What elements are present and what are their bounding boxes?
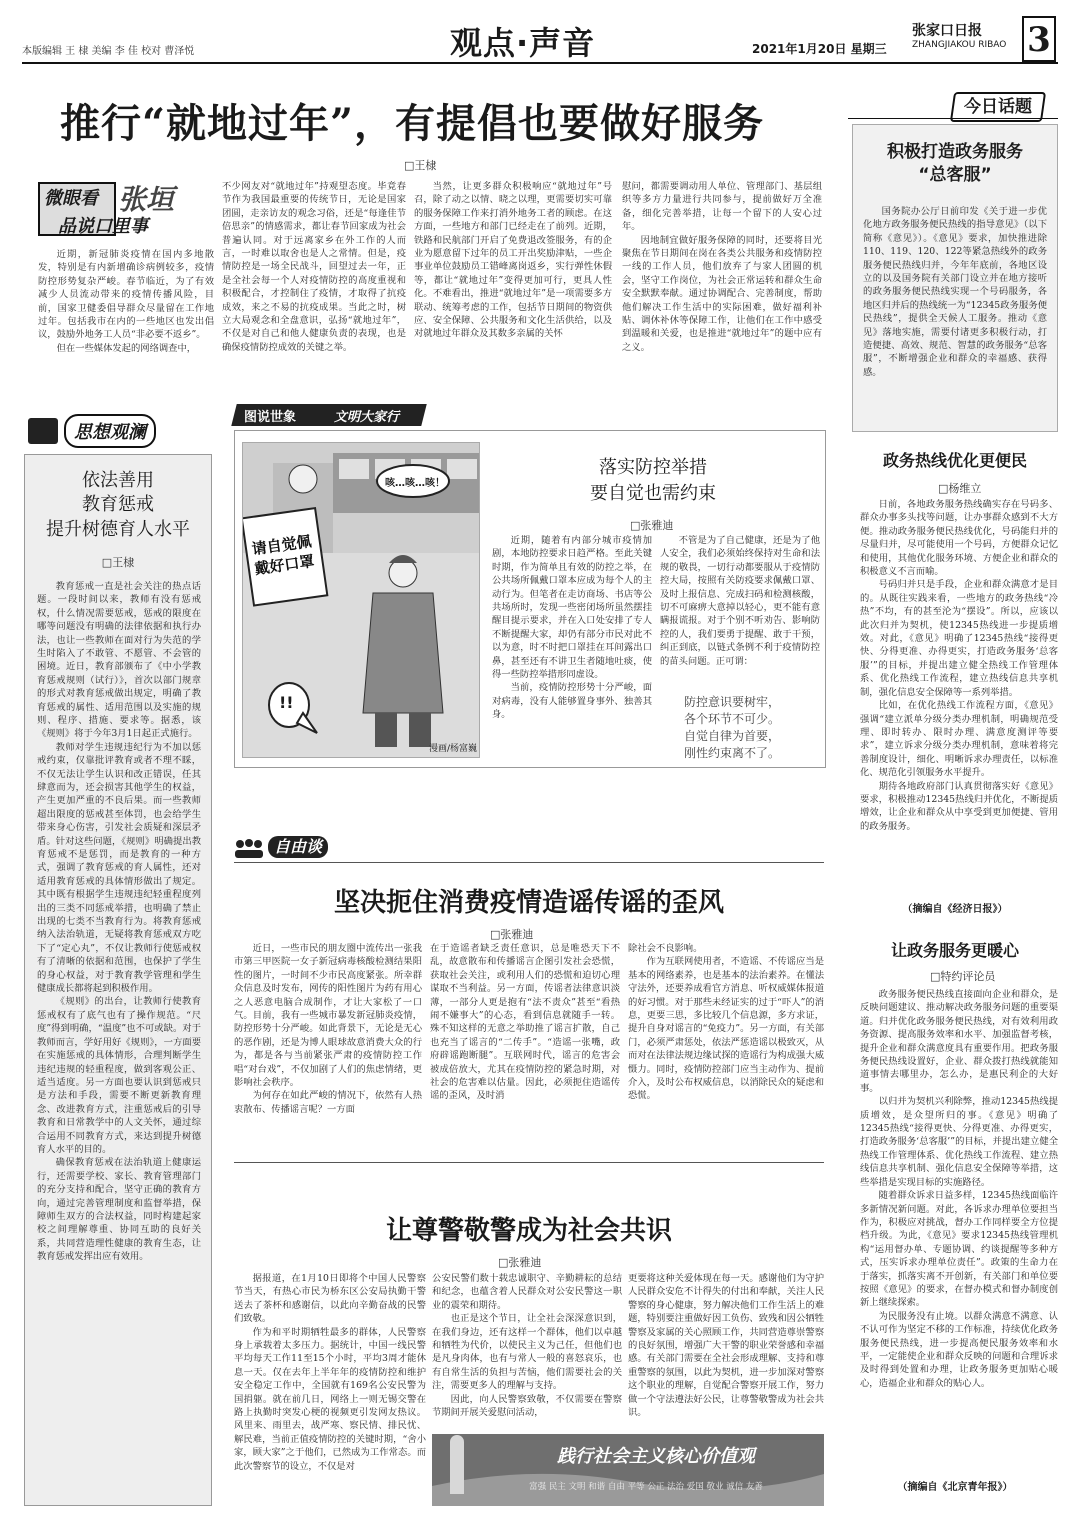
paragraph: 《规则》的出台，让教师行使教育惩戒权有了底气也有了操作规范。“尺度”得到明确，“温度”也不可或缺。对于教师而言，学好用好《规则》，一方面要在实施惩戒的具体情形，合理判断学生违纪违规的轻重程度，做到客观公正、适当适度。另一方面也要认识到惩戒只是方法和手段，需要不断更新教育理念、改进教育方式，注重惩戒后的引导教育和日常教学中的人文关怀，通过综合运用不同教育方式，来达到提升树德育人水平的目的。 xyxy=(37,996,201,1155)
cartoon-sign-line2: 戴好口罩 xyxy=(253,551,316,579)
paragraph: 作为互联网使用者，不造谣、不传谣应当是基本的网络素养，也是基本的法治素养。在懂法守法外，还要养成看官方消息、听权威媒体报道的好习惯。对于那些未经证实的过于“吓人”的消息，更要三思，多比较几个信息源，多方求证，提升自身对谣言的“免疫力”。另一方面，有关部门，必须严肃惩处，依法严惩造谣以极致灭，从而对在法律法规边缘试探的造谣行为构成强大威慑力。同时，疫情防控部门应当主动作为、提前介入，及时公布权威信息，以消除民众的疑虑和恐慌。 xyxy=(628,956,824,1102)
left-body: 教育惩戒一直是社会关注的热点话题。一段时间以来，教师有没有惩戒权，什么情况需要惩戒，惩戒的限度在哪等问题没有明确的法律依据和执行办法，也让一些教师在面对行为失范的学生时陷入了不敢管、不愿管、不会管的困境。近日，教育部颁布了《中小学教育惩戒规则（试行）》，首次以部门规章的形式对教育惩戒做出规定，明确了教育惩戒的属性、适用范围以及实施的规则、程序、措施、要求等。据悉，该《规则》将于今年3月1日起正式施行。 教师对学生违规违纪行为不加以惩戒约束，仅靠批评教育或者不理不睬，不仅无法让学生认识和改正错误，任其肆意而为，还会损害其他学生的权益，产生更加严重的不良后果。而一些教师超出限度的惩戒甚至体罚，也会给学生带来身心伤害，引发社会质疑和深层矛盾。针对这些问题，《规则》明确提出教育惩戒不是惩罚，而是教育的一种方式，强调了教育惩戒的育人属性，还对适用教育惩戒的具体情形做出了规定。其中既有根据学生违规违纪轻重程度列出的三类不同惩戒举措，也明确了禁止出现的七类不当教育行为。将教育惩戒纳入法治轨道，无疑将教育惩戒双方吃下了“定心丸”，不仅让教师行使惩戒权有了清晰的依据和范围，也保护了学生的身心权益，对于教育教学管理和学生健康成长都将起到积极作用。 《规则》的出台，让教师行使教育惩戒权有了底气也有了操作规范。“尺度”得到明确，“温度”也不可或缺。对于教师而言，学好用好《规则》，一方面要在实施惩戒的具体情形，合理判断学生违纪违规的轻重程度，做到客观公正、适当适度。另一方面也要认识到惩戒只是方法和手段，需要不断更新教育理念、改进教育方式，注重惩戒后的引导教育和日常教学中的人文关怀，通过综合运用不同教育方式，来达到提升树德育人水平的目的。 确保教育惩戒在法治轨道上健康运行，还需要学校、家长、教育管理部门的充分支持和配合，坚守正确的教育方向，通过完善管理制度和监督举措，保障师生双方的合法权益，同时构建起家校之间理解尊重、协同互助的良好关系，共同营造理性健康的教育生态，让教育惩戒发挥出应有效用。 xyxy=(37,580,201,1263)
today-topic-label: 今日话题 xyxy=(964,97,1032,117)
free-talk-tag: 自由谈 xyxy=(268,836,328,858)
verse-line-2: 各个环节不可少。 xyxy=(684,712,781,726)
police-rule xyxy=(234,1162,824,1163)
left-section-tag xyxy=(28,412,194,446)
core-values-banner xyxy=(432,1434,824,1506)
feature-byline: □张雅迪 xyxy=(630,519,674,532)
feature-verse xyxy=(684,694,780,762)
left-title-3: 提升树德育人水平 xyxy=(46,518,190,540)
lead-col1: 近期，新冠肺炎疫情在国内多地散发，特别是有内新增确诊病例较多，疫情防控形势复杂严峻。春节临近，为了有效减少人员流动带来的疫情传播风险，目前，国家卫健委倡导群众尽量留在工作地过年。包括我市在内的一些地区也发出倡议，鼓励外地务工人员“非必要不返乡”。 但在一些媒体发起的网络调查中， xyxy=(38,249,214,354)
feature-title-1: 落实防控举措 xyxy=(599,457,707,478)
paragraph: 当前，疫情防控形势十分严峻，面对病毒，没有人能够置身事外、独善其身。 xyxy=(492,682,652,721)
free-talk-rule xyxy=(234,862,824,863)
police-headline: 让尊警敬警成为社会共识 xyxy=(385,1216,672,1246)
police-col1: 据报道，在1月10日即将个中国人民警察节当天，有热心市民为桥东区公安局执勤干警送去了茶杯和感谢信，以此向辛勤奋战的民警们致敬。 作为和平时期牺牲最多的群体，人民警察身上承载着太多压力。据统计，中国一线民警平均每天工作11至15个小时，平均3周才能休息一天。仅在去年上半年年的疫情防控和维护安全稳定工作中，全国就有169名公安民警为国捐躯。就在前几日，网络上一则无锡交警在路上执勤时突发心梗的视频更引发网友热议。风里来、雨里去，战严寒、察民情、排民忧、解民难，当前正值疫情防控的关键时期，“舍小家，顾大家”之于他们，已然成为工作常态。而此次警察节的设立，不仅是对 xyxy=(234,1273,426,1472)
topic-a1-title-1: 积极打造政务服务 xyxy=(887,142,1023,162)
topic-a3-source: （摘编自《北京青年报》） xyxy=(897,1482,1013,1493)
free-talk-col3: 除社会不良影响。 作为互联网使用者，不造谣、不传谣应当是基本的网络素养，也是基本的法治素养。在懂法守法外，还要养成看官方消息、听权威媒体报道的好习惯。对于那些未经证实的过于“吓人”的消息，更要三思，多比较几个信息源，多方求证，提升自身对谣言的“免疫力”。另一方面，有关部门，必须严肃惩处，依法严惩造谣以极致灭，从而对在法律法规边缘试探的造谣行为构成强大威慑力。同时，疫情防控部门应当主动作为、提前介入，及时公布权威信息，以消除民众的疑虑和恐慌。 xyxy=(628,943,824,1102)
paper-name: 张家口日报 xyxy=(912,23,982,39)
feature-col1: 近期，随着有内部分城市疫情加剧，本地防控要求日趋严格。至此关键时期，作为简单且有效的防控之举，在公共场所佩戴口罩本应成为每个人的主动行为。但笔者在走访商场、书店等公共场所时，发现一些密闭场所虽然摆挂醒目提示要求，并在入口处安排了专人不断提醒大家，却仍有部分市民对此不以为意，时不时把口罩挂在耳间露出口鼻，甚至还有不讲卫生者随地吐痰，使得一些防控举措形同虚设。 当前，疫情防控形势十分严峻，面对病毒，没有人能够置身事外、独善其身。 xyxy=(492,535,652,721)
issue-date: 2021年1月20日 星期三 xyxy=(752,42,887,56)
cartoon-bubble: 咳…咳…咳！ xyxy=(385,478,445,489)
page-number: 3 xyxy=(1022,16,1056,62)
paragraph: 也正是这个节日，让全社会深深意识到，在我们身边，还有这样一个群体，他们以卓越和牺牲为代价，以使民主义为己任，但他们也是凡身肉体，也有与常人一般的喜怒哀乐，也有自常生活的负担与苦恼，他们需要社会的关注，需要更多人的理解与支持。 xyxy=(432,1313,622,1392)
paragraph: 为何存在如此严峻的情况下，依然有人热衷散布、传播谣言呢？一方面 xyxy=(234,1090,422,1115)
verse-line-1: 防控意识要树牢， xyxy=(684,695,781,709)
column-logo xyxy=(38,178,196,242)
editors-line: 本版编辑 王 棣 美编 李 佳 校对 曹泽悦 xyxy=(22,46,195,57)
paragraph: 确保教育惩戒在法治轨道上健康运行，还需要学校、家长、教育管理部门的充分支持和配合，坚守正确的教育方向，通过完善管理制度和监督举措，保障师生双方的合法权益，同时构建起家校之间理解尊重、协同互助的良好关系，共同营造理性健康的教育生态，让教育惩戒发挥出应有效用。 xyxy=(37,1157,201,1263)
paragraph: 因此，向人民警察致敬，不仅需要在警察节期间开展关爱慰问活动， xyxy=(432,1393,622,1419)
free-talk-col2: 在于造谣者缺乏责任意识，总是唯恐天下不乱，故意散布和传播谣言企图引发社会恐慌，获取社会关注，或利用人们的恐慌和迫切心理谋取不当利益。另一方面，传谣者法律意识淡薄，一部分人更是抱有“法不责众”甚至“看热闹不嫌事大”的心态，看到信息就随手一转。殊不知这样的无意之举助推了谣言扩散，自己也充当了谣言的“二传手”。“造谣一张嘴，政府辟谣跑断腿”。互联网时代，谣言的危害会被成倍放大，尤其在疫情防控的紧急时期，对社会的危害难以估量。因此，必须扼住造谣传谣的歪风，及时消 xyxy=(430,943,620,1102)
topic-a3-byline: □特约评论员 xyxy=(930,970,996,983)
paragraph: 比如，在优化热线工作流程方面，《意见》强调“建立派单分级分类办理机制，明确规范受理、即时转办、限时办理、满意度测评等要求”，建立诉求分级分类办理机制，意味着将完善制度设计，细化、明晰诉求办理责任，以标准化、规范化引领服务水平提升。 xyxy=(860,700,1058,779)
topic-a2-byline: □杨维立 xyxy=(938,482,982,495)
paragraph: 期待各地政府部门认真贯彻落实好《意见》要求，积极推动12345热线归并优化，不断提质增效，让企业和群众从中享受到更加便捷、管用的政务服务。 xyxy=(860,780,1058,832)
feature-tag-left: 图说世象 xyxy=(244,410,297,425)
paragraph: 号码归并只是手段，企业和群众满意才是目的。从既往实践来看，一些地方的政务热线“冷热”不均，有的甚至沦为“摆设”。所以，应该以此次归并为契机，使12345热线进一步提质增效。对此，《意见》明确了12345热线“接得更快、分得更准、办得更实，打造政务服务‘总客服’”的目标，并提出建立健全热线工作管理体系、优化热线工作流程，建立热线信息共享机制，强化信息安全保障等一系列举措。 xyxy=(860,579,1058,698)
column-logo-line2: 品说口里事 xyxy=(58,216,148,237)
cartoon-exclaim: !! xyxy=(279,693,294,712)
lead-col2: 不少网友对“就地过年”持观望态度。毕竟春节作为我国最重要的传统节日，无论是国家团圆，走亲访友的观念习俗，还是“每逢佳节倍思亲”的情感需求，都让春节回家成为社会普遍认同。对于远离家乡在外工作的人而言，一时难以取舍也是人之常情。但是，疫情防控是一场全民战斗，回望过去一年，正是全社会每一个人对疫情防控的高度重视和积极配合，才控制住了疫情，才取得了抗疫成效，来之不易的抗疫成果。当此之时，树立大局观念和全盘意识，弘扬“就地过年”，不仅是对自己和他人健康负责的表现，也是确保疫情防控成效的关键之举。 xyxy=(222,181,406,353)
column-logo-name: 张垣 xyxy=(118,183,175,216)
banner-title: 践行社会主义核心价值观 xyxy=(557,1446,755,1467)
feature-col2: 不管是为了自己健康，还是为了他人安全，我们必须始终保持对生命和法规的敬畏，一切行动都要服从于疫情防控大局，按照有关防疫要求佩戴口罩、及时上报信息、完成扫码和检测核酸，切不可麻痹大意掉以轻心，更不能有意瞒报谎报。对于个别不听劝告、影响防控的人，我们要勇于提醒、敢于干预，纠正到底，以链式条例不利于疫情防控的苗头问题。正可谓： xyxy=(660,535,820,667)
lead-col4: 慰问，都需要调动用人单位、管理部门、基层组织等多方力量进行共同参与，提前做好万全准备，细化完善举措，让每一个留下的人安心过年。 因地制宜做好服务保障的同时，还要将目光聚焦在节日期间在岗在各类公共服务和疫情防控一线的工作人员，他们放弃了与家人团圆的机会，坚守工作岗位，为社会正常运转和群众生命安全默默奉献。通过协调配合、完善制度，帮助他们解决工作生活中的实际困难，做好福利补贴、调休补休等保障工作，让他们在工作中感受到温暖和关爱，也是推进“就地过年”的题中应有之义。 xyxy=(622,181,822,353)
topic-a3-title: 让政务服务更暖心 xyxy=(890,941,1019,960)
paper-pinyin: ZHANGJIAKOU RIBAO xyxy=(912,40,1007,50)
topic-a2-title: 政务热线优化更便民 xyxy=(882,451,1027,470)
paragraph: 但在一些媒体发起的网络调查中， xyxy=(56,342,197,354)
cartoon-image xyxy=(242,442,480,758)
topic-a1-box xyxy=(852,124,1058,432)
banner-subtitle: 富强 民主 文明 和谐 自由 平等 公正 法治 爱国 敬业 诚信 友善 xyxy=(529,1482,763,1492)
topic-a1-title-2: “总客服” xyxy=(918,164,992,185)
column-logo-line1: 微眼看 xyxy=(44,188,98,209)
verse-line-3: 自觉自律为首要， xyxy=(684,729,781,743)
topic-a3-body: 政务服务便民热线直接面向企业和群众，是反映问题建议、推动解决政务服务问题的重要渠道。归并优化政务服务便民热线，对有效利用政务资源、提高服务效率和水平、加强监督考核，提升企业和群众满意度具有重要作用。把政务服务便民热线设置好，企业、群众拨打热线就能知道事情去哪里办，怎么办，是惠民利企的大好事。 以归并为契机兴利除弊，推动12345热线提质增效，是众望所归的事。《意见》明确了12345热线“接得更快、分得更准、办得更实，打造政务服务‘总客服’”的目标，并提出建立健全热线工作管理体系、优化热线工作流程、建立热线信息共享机制、强化信息安全保障等举措，这些举措是实现目标的实施路径。 随着群众诉求日益多样，12345热线面临许多新情况新问题。对此，各诉求办理单位要担当作为，积极应对挑战，督办工作同样要全方位提档升级。为此，《意见》要求12345热线管理机构“运用督办单、专题协调、约谈提醒等多种方式，压实诉求办理单位责任”。政策的生命力在于落实，抓落实离不开创新，有关部门和单位要按照《意见》的要求，在督办模式和督办制度创新上继续探索。 为民服务没有止境。以群众满意不满意、认不认可作为坚定不移的工作标准，持续优化政务服务便民热线，进一步提高便民服务效率和水平，一定能使企业和群众反映的问题和合理诉求及时得到处置和办理，让政务服务更加贴心暖心，造福企业和群众的贴心人。 xyxy=(860,989,1058,1389)
paragraph: 作为和平时期牺牲最多的群体，人民警察身上承载着太多压力。据统计，中国一线民警平均每天工作11至15个小时，平均3周才能休息一天。仅在去年上半年年的疫情防控和维护安全稳定工作中，全国就有169名公安民警为国捐躯。就在前几日，网络上一则无锡交警在路上执勤时突发心梗的视频更引发网友热议。风里来、雨里去，战严寒、察民情、排民忧、解民难，当前正值疫情防控的关键时期，“舍小家，顾大家”之于他们，已然成为工作常态。而此次警察节的设立，不仅是对 xyxy=(234,1326,426,1472)
police-byline: □张雅迪 xyxy=(498,1256,542,1269)
paragraph: 教师对学生违规违纪行为不加以惩戒约束，仅靠批评教育或者不理不睬，不仅无法让学生认识和改正错误，任其肆意而为，还会损害其他学生的权益，产生更加严重的不良后果。而一些教师超出限度的惩戒甚至体罚，也会给学生带来身心伤害，引发社会质疑和深层矛盾。针对这些问题，《规则》明确提出教育惩戒不是惩罚，而是教育的一种方式，强调了教育惩戒的育人属性，还对适用教育惩戒的具体情形做出了规定。其中既有根据学生违规违纪轻重程度列出的三类不同惩戒举措，也明确了禁止出现的七类不当教育行为。将教育惩戒纳入法治轨道，无疑将教育惩戒双方吃下了“定心丸”，不仅让教师行使惩戒权有了清晰的依据和范围，也保护了学生的身心权益，对于教育教学管理和学生健康成长都将起到积极作用。 xyxy=(37,741,201,995)
lead-headline: 推行“就地过年”，有提倡也要做好服务 xyxy=(60,100,765,147)
paragraph: 因地制宜做好服务保障的同时，还要将目光聚焦在节日期间在岗在各类公共服务和疫情防控一线的工作人员，他们放弃了与家人团圆的机会，坚守工作岗位，为社会正常运转和群众生命安全默默奉献。通过协调配合、完善制度，帮助他们解决工作生活中的实际困难，做好福利补贴、调休补休等保障工作，让他们在工作中感受到温暖和关爱，也是推进“就地过年”的题中应有之义。 xyxy=(622,234,822,353)
feature-title-2: 要自觉也需约束 xyxy=(590,483,716,504)
verse-line-4: 刚性约束离不了。 xyxy=(684,746,781,760)
section-title: 观点·声音 xyxy=(450,24,596,62)
cartoon-credit: 漫画/杨富巍 xyxy=(429,744,478,754)
lead-byline: □王棣 xyxy=(404,159,437,172)
cartoon-sign-line1: 请自觉佩 xyxy=(250,532,313,559)
left-title-1: 依法善用 xyxy=(82,470,154,491)
paragraph: 以归并为契机兴利除弊，推动12345热线提质增效，是众望所归的事。《意见》明确了12345热线“接得更快、分得更准、办得更实，打造政务服务‘总客服’”的目标，并提出建立健全热线工作管理体系、优化热线工作流程、建立热线信息共享机制、强化信息安全保障等举措，这些举措是实现目标的实施路径。 xyxy=(860,1096,1058,1188)
lead-col3: 当然，让更多群众积极响应“就地过年”号召，除了动之以情、晓之以理，更需要切实可靠的服务保障工作来打消外地务工者的顾虑。在这方面，一些地方和部门已经走在了前列。近期，铁路和民航部门开启了免费退改签服务，有的企业为愿意留下过年的员工开出奖励津贴，一些企事业单位鼓励员工错峰离岗返乡，实行弹性休假等，都让“就地过年”变得更加可行，更具人性化。不难看出，推进“就地过年”是一项需要多方联动、统筹考虑的工作，包括节日期间的物资供应、安全保障、公共服务和文化生活供给，以及对就地过年群众及其数多亲属的关怀 xyxy=(414,181,612,340)
paragraph: 为民服务没有止境。以群众满意不满意、认不认可作为坚定不移的工作标准，持续优化政务服务便民热线，进一步提高便民服务效率和水平，一定能使企业和群众反映的问题和合理诉求及时得到处置和办理，让政务服务更加贴心暖心，造福企业和群众的贴心人。 xyxy=(860,1310,1058,1389)
paragraph: 随着群众诉求日益多样，12345热线面临许多新情况新问题。对此，各诉求办理单位要担当作为，积极应对挑战，督办工作同样要全方位提档升级。为此，《意见》要求12345热线管理机构“运用督办单、专题协调、约谈提醒等多种方式，压实诉求办理单位责任”。政策的生命力在于落实，抓落实离不开创新，有关部门和单位要按照《意见》的要求，在督办模式和督办制度创新上继续探索。 xyxy=(860,1190,1058,1309)
left-article-box xyxy=(24,454,212,1506)
free-talk-byline: □张雅迪 xyxy=(490,928,534,941)
topic-a1-body: 国务院办公厅日前印发《关于进一步优化地方政务服务便民热线的指导意见》（以下简称《意见》）。《意见》要求，加快推进除110、119、120、122等紧急热线外的政务服务便民热线归并，今年年底前，各地区设立的以及国务院有关部门设立并在地方接听的政务服务便民热线实现一个号码服务，各地区归并后的热线统一为“12345政务服务便民热线”，提供全天候人工服务。推动《意见》落地实施，需要付诸更多积极行动，打造便捷、高效、规范、智慧的政务服务“总客服”，不断增强企业和群众的幸福感、获得感。 xyxy=(863,205,1047,378)
header-rule xyxy=(22,62,1058,64)
free-talk-headline: 坚决扼住消费疫情造谣传谣的歪风 xyxy=(333,888,724,918)
topic-a2-source: （摘编自《经济日报》） xyxy=(902,904,1008,915)
topic-a2-body: 日前，各地政务服务热线确实存在号码多、群众办事多头找等问题，让办事群众感到不大方便。推动政务服务便民热线优化，号码能归并的尽量归并，尽可能使用一个号码，方便群众记忆和使用，其他优化服务环境、方便企业和群众的积极意义不言而喻。 号码归并只是手段，企业和群众满意才是目的。从既往实践来看，一些地方的政务热线“冷热”不均，有的甚至沦为“摆设”。所以，应该以此次归并为契机，使12345热线进一步提质增效。对此，《意见》明确了12345热线“接得更快、分得更准、办得更实，打造政务服务‘总客服’”的目标，并提出建立健全热线工作管理体系、优化热线工作流程，建立热线信息共享机制，强化信息安全保障等一系列举措。 比如，在优化热线工作流程方面，《意见》强调“建立派单分级分类办理机制，明确规范受理、即时转办、限时办理、满意度测评等要求”，建立诉求分级分类办理机制，意味着将完善制度设计，细化、明晰诉求办理责任，以标准化、规范化引领服务水平提升。 期待各地政府部门认真贯彻落实好《意见》要求，积极推动12345热线归并优化，不断提质增效，让企业和群众从中享受到更加便捷、管用的政务服务。 xyxy=(860,499,1058,832)
free-talk-icon xyxy=(234,838,264,860)
left-section-label: 思想观澜 xyxy=(64,414,156,448)
police-col3: 更要将这种关爱体现在每一天。感谢他们为守护人民群众安危不计得失的付出和奉献，关注人民警察的身心健康，努力解决他们工作生活上的难题，特别要注重做好因工负伤、致残和因公牺牲警察及家属的关心照顾工作，共同营造尊崇警察的良好氛围，增强广大干警的职业荣誉感和幸福感。有关部门需要在全社会形成理解、支持和尊重警察的氛围，以此为契机，进一步加深对警察这个职业的理解，自觉配合警察开展工作，努力做一个守法遵法好公民，让尊警敬警成为社会共识。 xyxy=(628,1273,824,1419)
left-title-2: 教育惩戒 xyxy=(82,494,154,516)
feature-tag-right: 文明大家行 xyxy=(334,410,400,425)
left-byline: □王棣 xyxy=(101,555,135,569)
cartoon-sign xyxy=(251,531,318,579)
police-col2: 公安民警们数十载忠诚职守、辛勤耕耘的总结和纪念，也蕴含着人民群众对公安民警这一职业的震荣和期待。 也正是这个节日，让全社会深深意识到，在我们身边，还有这样一个群体，他们以卓越和牺牲为代价，以使民主义为己任，但他们也是凡身肉体，也有与常人一般的喜怒哀乐，也有自常生活的负担与苦恼，他们需要社会的关注，需要更多人的理解与支持。 因此，向人民警察致敬，不仅需要在警察节期间开展关爱慰问活动， xyxy=(432,1273,622,1419)
free-talk-col1: 近日，一些市民的朋友圈中流传出一张我市第三甲医院一女子新冠病毒核酸检测结果阳性的图片，一时间不少市民高度紧张。所幸群众信息及时发布，网传的阳性图片为药有用心之人恶意电脑合成制作，才让大家松了一口气。目前，我有一些城市暴发新冠肺炎疫情，防控形势十分严峻。如此背景下，无论是无心的恶作剧，还是为博人眼球故意消费大众的行为，都是各与当前紧张严肃的疫情防控工作唱“对台戏”，不仅加剧了人们的焦虑情绪，更影响社会秩序。 为何存在如此严峻的情况下，依然有人热衷散布、传播谣言呢？一方面 xyxy=(234,943,422,1115)
topic-rule xyxy=(848,118,1058,119)
